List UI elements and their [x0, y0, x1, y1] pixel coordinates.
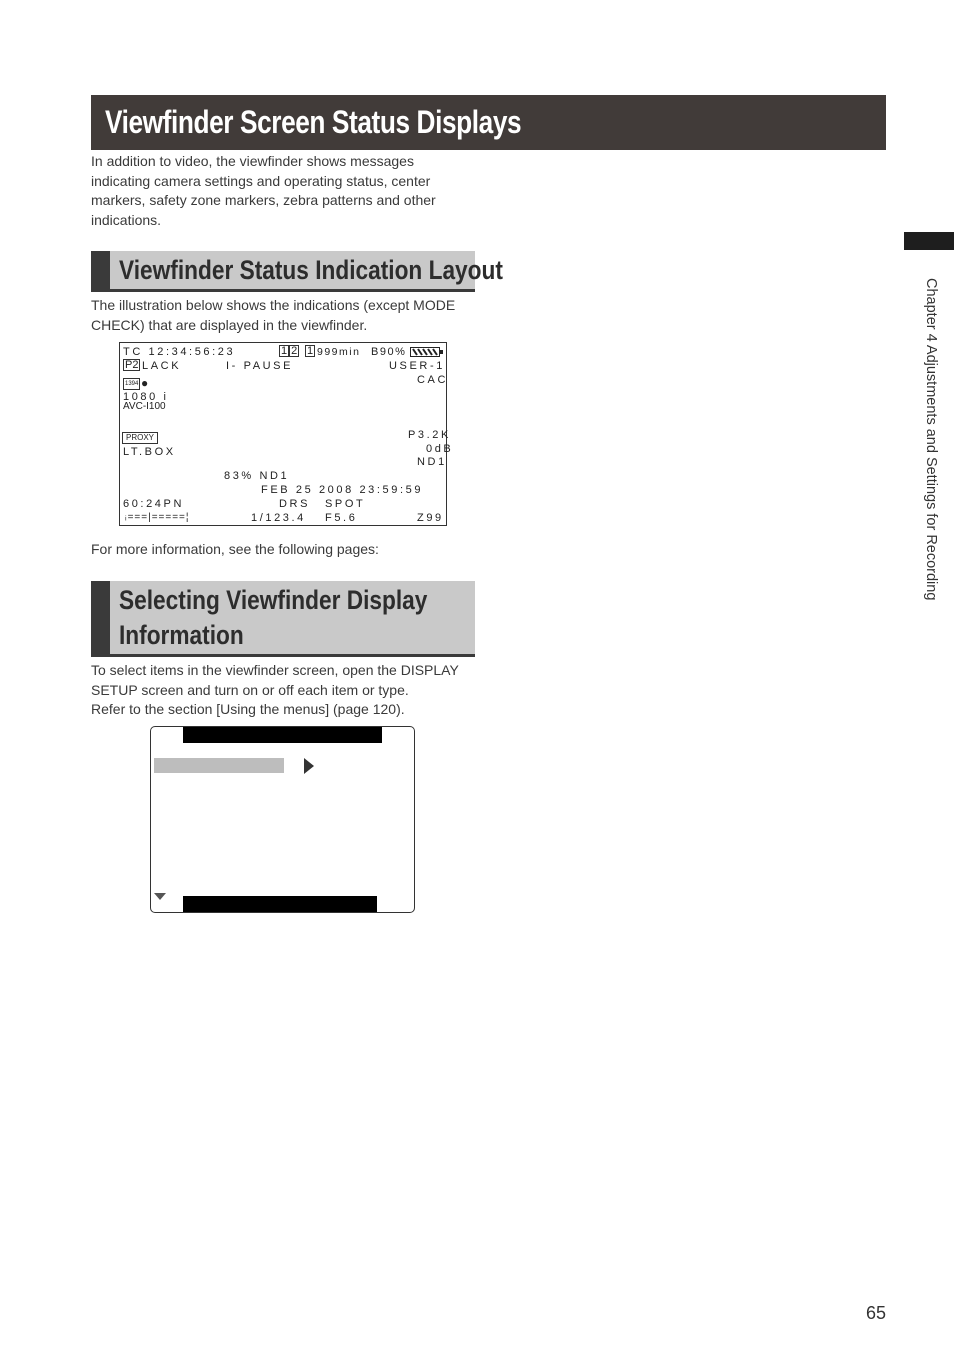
section2-paragraph-line1: To select items in the viewfinder screen, open the DISPLAY SETUP screen and turn on or off each item or type.: [91, 662, 459, 698]
section2-paragraph-line2: Refer to the section [Using the menus] (page 120).: [91, 701, 405, 717]
heading-accent-bar: [91, 251, 110, 289]
audio-level-meter: ᵢ===|=====¦: [125, 512, 190, 523]
letterbox-indicator: LT.BOX: [123, 446, 176, 458]
card-indicator: 1: [307, 345, 314, 357]
operation-status: I- PAUSE: [226, 360, 294, 372]
frame-rate: 60:24PN: [123, 498, 185, 510]
chapter-tab-marker: [904, 232, 954, 250]
zoom-position: Z99: [417, 512, 444, 524]
chapter-side-label: Chapter 4 Adjustments and Settings for Recording: [923, 278, 939, 601]
user-setting: USER-1: [389, 360, 445, 372]
heading-accent-bar: [91, 581, 110, 654]
cac-indicator: CAC: [417, 374, 449, 386]
viewfinder-illustration: [119, 342, 454, 526]
p2-indicator: P2: [125, 359, 139, 371]
ieee-indicator: 1394: [123, 378, 140, 390]
codec-indicator: AVC-I100: [123, 401, 166, 412]
page-title: Viewfinder Screen Status Displays: [91, 95, 886, 150]
scroll-down-icon[interactable]: [154, 888, 166, 906]
color-temperature: P3.2K: [408, 429, 451, 441]
section-heading-line1: Selecting Viewfinder Display: [119, 585, 428, 615]
battery-icon: [410, 347, 444, 360]
display-setup-menu-illustration: [150, 726, 415, 913]
section-heading-status-layout: [91, 251, 503, 292]
menu-selected-item[interactable]: [154, 758, 284, 773]
more-info-text: For more information, see the following pages:: [91, 541, 379, 557]
lack-indicator: LACK: [142, 360, 182, 372]
spot-indicator: SPOT: [325, 498, 366, 510]
intro-paragraph: In addition to video, the viewfinder shows messages indicating camera settings and operating status, center markers, safety zone markers, zebra patterns and other indications.: [91, 153, 436, 228]
proxy-indicator: PROXY: [122, 432, 158, 444]
timecode: TC 12:34:56:23: [123, 346, 236, 358]
drs-indicator: DRS: [279, 498, 311, 510]
f-stop: F5.6: [325, 512, 358, 524]
section-heading-text: Viewfinder Status Indication Layout: [119, 255, 503, 285]
format-indicator: 1080 i: [123, 391, 169, 403]
menu-footer-bar: [183, 896, 377, 912]
gain-value: 0dB: [426, 443, 454, 455]
nd-filter-right: ND1: [417, 456, 447, 468]
section-heading-line2: Information: [119, 620, 244, 650]
remaining-time: 999min: [317, 346, 361, 358]
iris-nd: 83% ND1: [224, 470, 290, 482]
battery-level: B90%: [371, 346, 407, 358]
section-heading-selecting-display: [91, 581, 475, 657]
section2-paragraph: [91, 661, 475, 720]
rec-dot-icon: ●: [141, 376, 151, 390]
date-time: FEB 25 2008 23:59:59: [261, 484, 424, 496]
page-number: 65: [865, 1303, 886, 1323]
menu-title-bar: [183, 727, 382, 743]
submenu-arrow-icon: [303, 758, 315, 779]
section1-paragraph: The illustration below shows the indications (except MODE CHECK) that are displayed in the viewfinder.: [91, 297, 456, 333]
slot-indicator: 1 2: [281, 345, 298, 357]
shutter-speed: 1/123.4: [251, 512, 306, 524]
